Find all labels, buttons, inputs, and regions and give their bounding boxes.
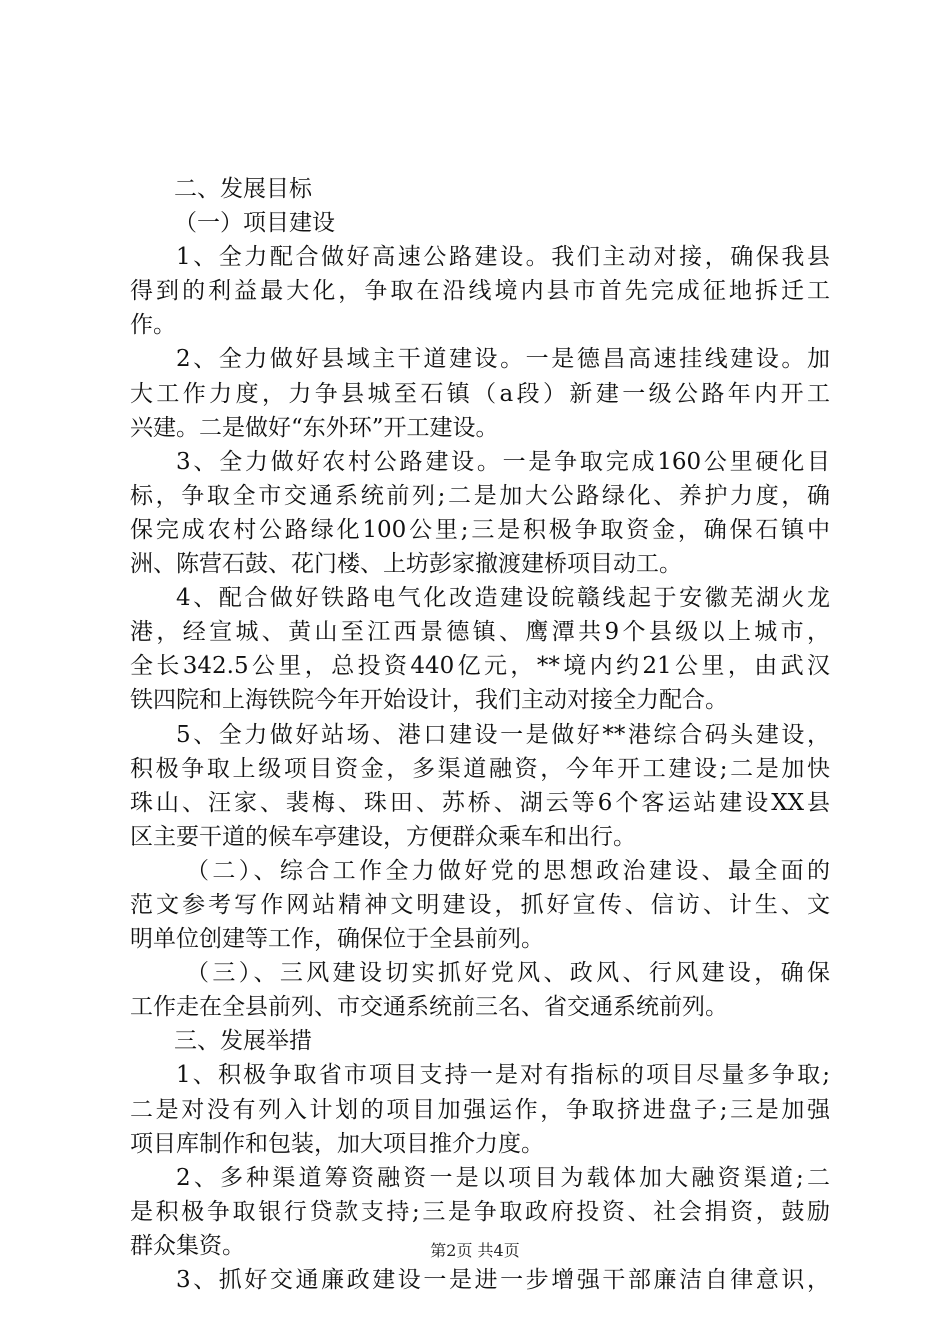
text-line: 得到的利益最大化，争取在沿线境内县市首先完成征地拆迁工 (130, 278, 830, 305)
text-line: 保完成农村公路绿化100公里;三是积极争取资金，确保石镇中 (130, 516, 830, 543)
text-line: 积极争取上级项目资金，多渠道融资，今年开工建设;二是加快 (130, 755, 830, 782)
text-line: （二）、综合工作全力做好党的思想政治建设、最全面的 (186, 857, 830, 884)
text-line: 港，经宣城、黄山至江西景德镇、鹰潭共9个县级以上城市， (130, 619, 830, 646)
text-line: 1、全力配合做好高速公路建设。我们主动对接，确保我县 (176, 244, 830, 271)
text-line: 5、全力做好站场、港口建设一是做好**港综合码头建设， (176, 721, 830, 748)
text-line: 大工作力度，力争县城至石镇（a段）新建一级公路年内开工 (130, 380, 830, 407)
text-line: 明单位创建等工作，确保位于全县前列。 (130, 926, 544, 953)
text-line: 作。 (130, 312, 176, 339)
text-line: 兴建。二是做好“东外环”开工建设。 (130, 414, 499, 441)
text-line: （一）项目建设 (174, 210, 335, 237)
page-footer: 第2页 共4页 (430, 1241, 520, 1260)
text-line: 4、配合做好铁路电气化改造建设皖赣线起于安徽芜湖火龙 (176, 585, 830, 612)
text-line: 项目库制作和包装，加大项目推介力度。 (130, 1130, 544, 1157)
text-line: 标，争取全市交通系统前列;二是加大公路绿化、养护力度，确 (130, 482, 830, 509)
text-line: 3、全力做好农村公路建设。一是争取完成160公里硬化目 (176, 448, 830, 475)
text-line: 是积极争取银行贷款支持;三是争取政府投资、社会捐资，鼓励 (130, 1198, 830, 1225)
text-line: 全长342.5公里，总投资440亿元，**境内约21公里，由武汉 (130, 653, 830, 680)
text-line: 群众集资。 (130, 1232, 245, 1259)
text-line: 工作走在全县前列、市交通系统前三名、省交通系统前列。 (130, 994, 728, 1021)
text-line: 2、多种渠道筹资融资一是以项目为载体加大融资渠道;二 (176, 1164, 830, 1191)
text-line: 二、发展目标 (174, 176, 312, 202)
text-line: 三、发展举措 (174, 1028, 312, 1055)
text-line: 二是对没有列入计划的项目加强运作，争取挤进盘子;三是加强 (130, 1096, 830, 1123)
text-line: 1、积极争取省市项目支持一是对有指标的项目尽量多争取; (176, 1062, 830, 1089)
text-line: 3、抓好交通廉政建设一是进一步增强干部廉洁自律意识， (176, 1267, 830, 1293)
text-line: 珠山、汪家、裴梅、珠田、苏桥、湖云等6个客运站建设XX县 (130, 789, 830, 816)
text-line: 洲、陈营石鼓、花门楼、上坊彭家撤渡建桥项目动工。 (130, 551, 682, 578)
text-line: 铁四院和上海铁院今年开始设计，我们主动对接全力配合。 (130, 687, 728, 714)
text-line: 2、全力做好县域主干道建设。一是德昌高速挂线建设。加 (176, 346, 830, 373)
text-line: 范文参考写作网站精神文明建设，抓好宣传、信访、计生、文 (130, 891, 830, 918)
text-line: （三）、三风建设切实抓好党风、政风、行风建设，确保 (186, 960, 830, 987)
document-body (130, 172, 830, 1297)
text-line: 区主要干道的候车亭建设，方便群众乘车和出行。 (130, 823, 636, 850)
